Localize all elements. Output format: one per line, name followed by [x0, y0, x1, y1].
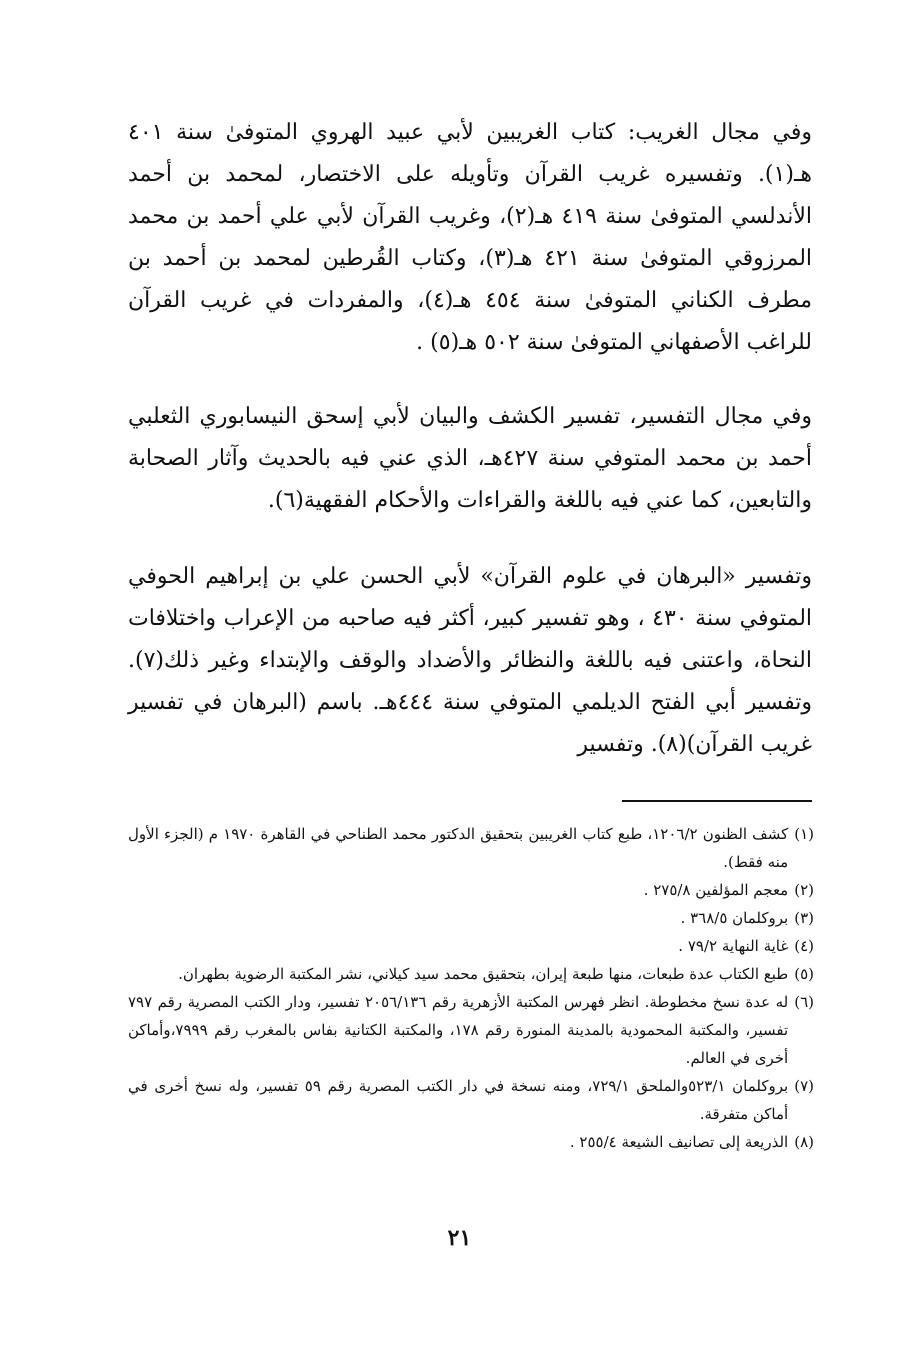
body-paragraph	[128, 396, 812, 522]
paragraph-text: وتفسير «البرهان في علوم القرآن» لأبي الحسن علي بن إبراهيم الحوفي المتوفي سنة ٤٣٠ ، وهو تفسير كبير، أكثر فيه صاحبه من الإعراب واختلافات النحاة، واعتنى فيه باللغة والنظائر والأضداد والوقف والإبتداء وغير ذلك(٧). وتفسير أبي الفتح الديلمي المتوفي سنة ٤٤٤هـ. باسم (البرهان في تفسير غريب القرآن)(٨). وتفسير	[128, 564, 813, 757]
footnote-number: (٥)	[794, 965, 814, 983]
footnote-text: معجم المؤلفين ٢٧٥/٨ .	[643, 881, 789, 899]
footnote-text: بروكلمان ٥٢٣/١والملحق ٧٢٩/١، ومنه نسخة في دار الكتب المصرية رقم ٥٩ تفسير، وله نسخ أخرى في أماكن متفرقة.	[128, 1077, 789, 1123]
footnote-number: (٨)	[794, 1133, 814, 1151]
footnote-text: بروكلمان ٣٦٨/٥ .	[680, 909, 789, 927]
footnote-separator	[622, 800, 812, 802]
body-paragraph	[128, 556, 812, 766]
footnote-number: (٤)	[794, 937, 814, 955]
footnote-number: (٦)	[794, 993, 814, 1011]
footnote-text: كشف الظنون ١٢٠٦/٢، طبع كتاب الغريبين بتحقيق الدكتور محمد الطناحي في القاهرة ١٩٧٠ م (الجزء الأول منه فقط).	[128, 825, 789, 871]
footnote-text: له عدة نسخ مخطوطة. انظر فهرس المكتبة الأزهرية رقم ٢٠٥٦/١٣٦ تفسير، ودار الكتب المصرية رقم ٧٩٧ تفسير، والمكتبة المحمودية بالمدينة المنورة رقم ١٧٨، والمكتبة الكتانية بفاس بالمغرب رقم ٧٩٩٩،وأماكن أخرى في العالم.	[128, 993, 789, 1067]
body-paragraph	[128, 112, 812, 364]
footnote-item	[128, 988, 814, 1072]
footnote-text: الذريعة إلى تصانيف الشيعة ٢٥٥/٤ .	[569, 1133, 789, 1151]
footnote-text: غاية النهاية ٧٩/٢ .	[678, 937, 789, 955]
paragraph-text: وفي مجال الغريب: كتاب الغريبين لأبي عبيد الهروي المتوفىٰ سنة ٤٠١ هـ(١). وتفسيره غريب القرآن وتأويله على الاختصار، لمحمد بن أحمد الأندلسي المتوفىٰ سنة ٤١٩ هـ(٢)، وغريب القرآن لأبي علي أحمد بن محمد المرزوقي المتوفىٰ سنة ٤٢١ هـ(٣)، وكتاب القُرطين لمحمد بن أحمد بن مطرف الكناني المتوفىٰ سنة ٤٥٤ هـ(٤)، والمفردات في غريب القرآن للراغب الأصفهاني المتوفىٰ سنة ٥٠٢ هـ(٥) .	[128, 120, 813, 355]
footnote-text: طبع الكتاب عدة طبعات، منها طبعة إيران، بتحقيق محمد سيد كيلاني، نشر المكتبة الرضوية بطهران.	[178, 965, 789, 983]
paragraph-text: وفي مجال التفسير، تفسير الكشف والبيان لأبي إسحق النيسابوري الثعلبي أحمد بن محمد المتوفي سنة ٤٢٧هـ، الذي عني فيه بالحديث وآثار الصحابة والتابعين، كما عني فيه باللغة والقراءات والأحكام الفقهية(٦).	[128, 404, 812, 513]
footnotes-section	[128, 820, 814, 1156]
footnote-item	[128, 904, 814, 932]
footnote-number: (٣)	[794, 909, 814, 927]
footnote-item	[128, 1072, 814, 1128]
footnote-number: (٧)	[794, 1077, 814, 1095]
footnote-item	[128, 932, 814, 960]
footnote-item	[128, 1128, 814, 1156]
footnote-item	[128, 960, 814, 988]
footnote-item	[128, 876, 814, 904]
footnote-item	[128, 820, 814, 876]
footnote-number: (١)	[794, 825, 814, 843]
page-number: ٢١	[447, 1225, 472, 1251]
footnote-number: (٢)	[794, 881, 814, 899]
